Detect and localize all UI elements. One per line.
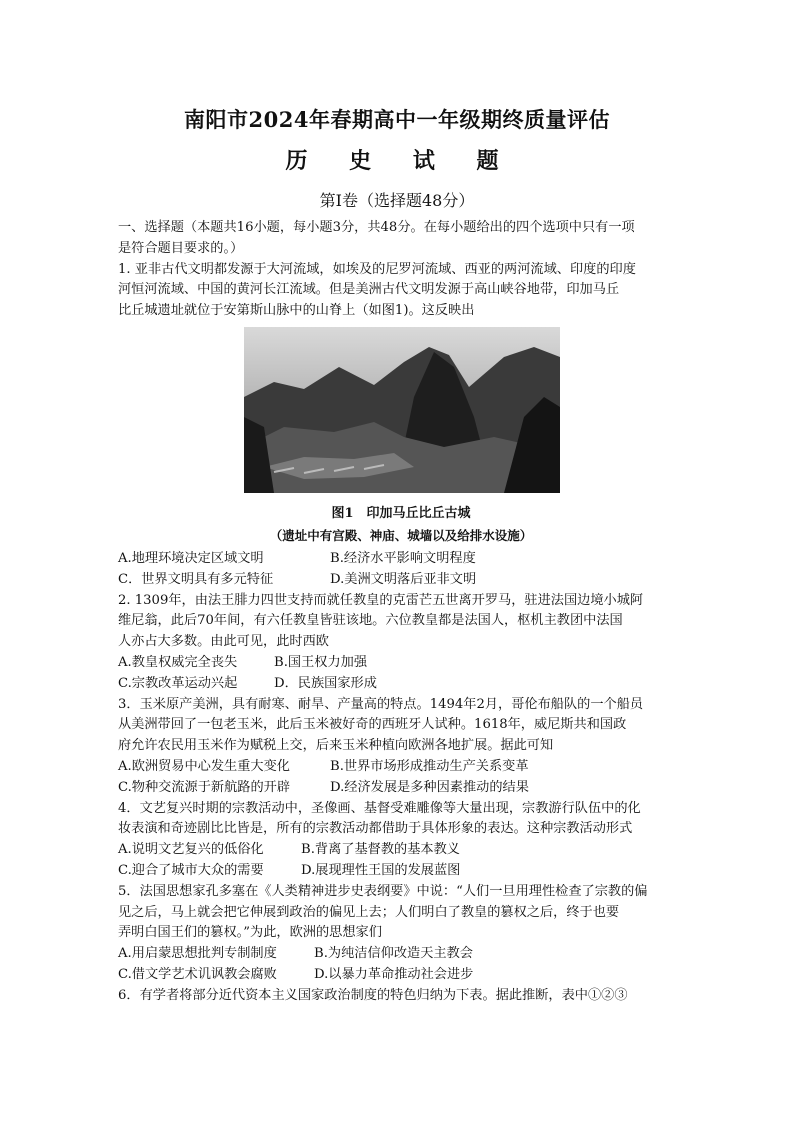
exam-subject: 历 史 试 题 [285,148,509,174]
question-5-options-row [118,965,684,986]
option-d: D.经济发展是多种因素推动的结果 [330,779,529,795]
question-3-line: 从美洲带回了一包老玉米，此后玉米被好奇的西班牙人试种。1618年，威尼斯共和国政 [118,717,627,733]
section-heading: 第Ⅰ卷（选择题48分） [319,191,475,210]
question-2-options-row [118,674,684,695]
question-5-options-row [118,944,684,965]
option-b: B.经济水平影响文明程度 [330,550,476,566]
question-5-line: 弄明白国王们的篡权。”为此，欧洲的思想家们 [118,925,382,941]
option-c: C.宗教改革运动兴起 [118,675,238,691]
option-d: D.以暴力革命推动社会进步 [314,966,474,982]
machu-picchu-photo [244,327,560,493]
figure-note: （遗址中有宫殿、神庙、城墙以及给排水设施） [269,527,533,543]
question-3-options-row [118,778,684,799]
figure-caption: 图1 印加马丘比丘古城 [331,505,471,521]
option-b: B.世界市场形成推动生产关系变革 [330,758,529,774]
instructions-line: 是符合题目要求的。） [118,240,244,256]
instructions-line: 一、选择题（本题共16小题，每小题3分，共48分。在每小题给出的四个选项中只有一项 [118,220,635,235]
option-b: B.为纯洁信仰改造天主教会 [314,946,473,962]
question-1-line: 1. 亚非古代文明都发源于大河流域，如埃及的尼罗河流域、西亚的两河流域、印度的印度 [118,261,636,277]
question-6-line: 6．有学者将部分近代资本主义国家政治制度的特色归纳为下表。据此推断，表中①②③ [118,987,628,1003]
question-5-line: 5．法国思想家孔多塞在《人类精神进步史表纲要》中说：“人们一旦用理性检查了宗教的偏 [118,883,648,899]
option-a: A.教皇权威完全丧失 [118,654,238,670]
question-3-line: 3．玉米原产美洲，具有耐寒、耐旱、产量高的特点。1494年2月，哥伦布船队的一个船员 [118,696,644,712]
exam-title: 南阳市2024年春期高中一年级期终质量评估 [184,107,610,132]
option-c: C．世界文明具有多元特征 [118,571,274,587]
question-body [118,218,684,1007]
question-4-options-row [118,861,684,882]
option-d: D.美洲文明落后亚非文明 [330,571,477,587]
option-a: A.欧洲贸易中心发生重大变化 [118,758,290,774]
question-2-line: 2. 1309年，由法王腓力四世支持而就任教皇的克雷芒五世离开罗马，驻进法国边境小城阿 [118,592,644,608]
option-c: C.借文学艺术讥讽教会腐败 [118,966,277,982]
option-d: D．民族国家形成 [274,675,377,691]
option-c: C.迎合了城市大众的需要 [118,862,264,878]
option-a: A.用启蒙思想批判专制制度 [118,946,277,962]
question-4-options-row [118,840,684,861]
question-1-line: 比丘城遗址就位于安第斯山脉中的山脊上（如图1)。这反映出 [118,303,475,319]
option-b: B.国王权力加强 [274,654,368,670]
question-1-options-row [118,549,684,570]
question-4-line: 妆表演和奇迹剧比比皆是，所有的宗教活动都借助于具体形象的表达。这种宗教活动形式 [118,821,633,837]
question-2-line: 人亦占大多数。由此可见，此时西欧 [118,634,329,650]
question-2-line: 维尼翁，此后70年间，有六任教皇皆驻该地。六位教皇都是法国人，枢机主教团中法国 [118,613,623,629]
option-a: A.说明文艺复兴的低俗化 [118,842,264,858]
question-3-options-row [118,757,684,778]
question-3-line: 府允许农民用玉米作为赋税上交，后来玉米种植向欧洲各地扩展。据此可知 [118,738,554,754]
question-2-options-row [118,653,684,674]
mountain-landscape-image [244,327,560,493]
option-d: D.展现理性王国的发展蓝图 [301,862,461,878]
question-1-line: 河恒河流域、中国的黄河长江流域。但是美洲古代文明发源于高山峡谷地带，印加马丘 [118,282,620,298]
option-c: C.物种交流源于新航路的开辟 [118,779,291,795]
question-1-options-row [118,570,684,591]
option-b: B.背离了基督教的基本教义 [301,842,460,858]
question-5-line: 见之后，马上就会把它伸展到政治的偏见上去；人们明白了教皇的篡权之后，终于也要 [118,904,620,920]
option-a: A.地理环境决定区域文明 [118,550,264,566]
question-4-line: 4．文艺复兴时期的宗教活动中，圣像画、基督受难雕像等大量出现，宗教游行队伍中的化 [118,800,641,816]
